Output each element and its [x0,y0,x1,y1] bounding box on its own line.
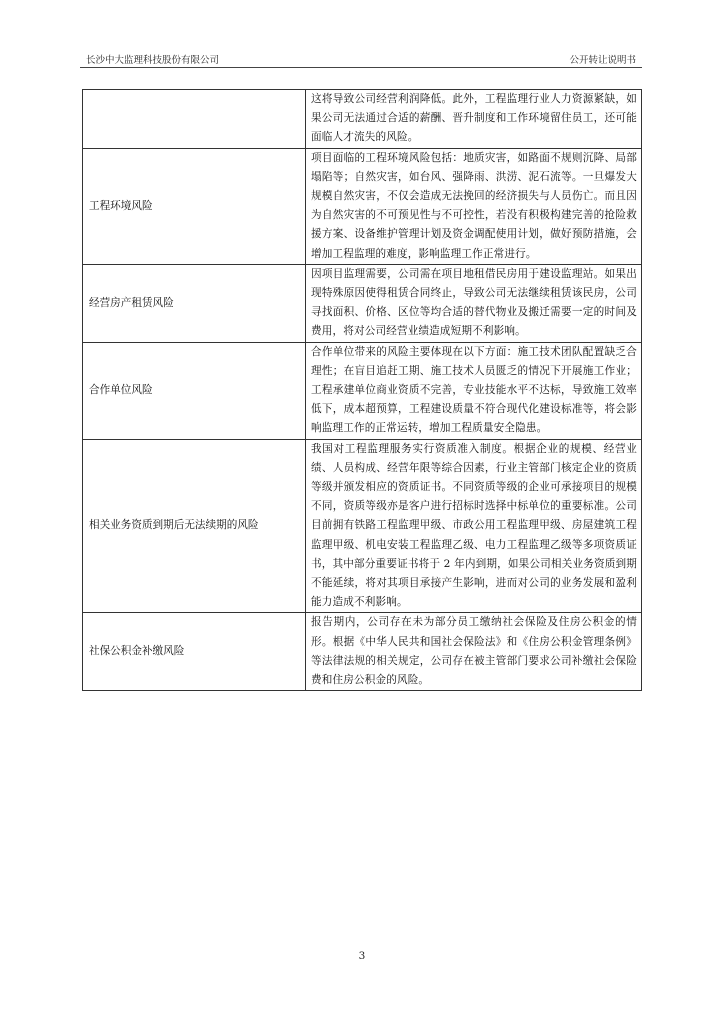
risk-description: 这将导致公司经营利润降低。此外，工程监理行业人力资源紧缺，如果公司无法通过合适的薪酬、晋升制度和工作环境留住员工，还可能面临人才流失的风险。 [306,90,642,149]
risk-name: 合作单位风险 [83,342,306,439]
table-row [83,264,642,342]
risk-table [82,89,642,691]
risk-name: 社保公积金补缴风险 [83,613,306,691]
risk-name: 经营房产租赁风险 [83,264,306,342]
risk-description: 因项目监理需要，公司需在项目地租借民房用于建设监理站。如果出现特殊原因使得租赁合同终止，导致公司无法继续租赁该民房，公司寻找面积、价格、区位等均合适的替代物业及搬迁需要一定的时间及费用，将对公司经营业绩造成短期不利影响。 [306,264,642,342]
risk-description: 合作单位带来的风险主要体现在以下方面：施工技术团队配置缺乏合理性；在盲目追赶工期、施工技术人员匮乏的情况下开展施工作业；工程承建单位商业资质不完善，专业技能水平不达标，导致施工效率低下，成本超预算，工程建设质量不符合现代化建设标准等，将会影响监理工作的正常运转，增加工程质量安全隐患。 [306,342,642,439]
page-number: 3 [358,950,366,962]
risk-name: 相关业务资质到期后无法续期的风险 [83,439,306,613]
page-header [80,52,642,68]
risk-description: 我国对工程监理服务实行资质准入制度。根据企业的规模、经营业绩、人员构成、经营年限等综合因素，行业主管部门核定企业的资质等级并颁发相应的资质证书。不同资质等级的企业可承接项目的规模不同，资质等级亦是客户进行招标时选择中标单位的重要标准。公司目前拥有铁路工程监理甲级、市政公用工程监理甲级、房屋建筑工程监理甲级、机电安装工程监理乙级、电力工程监理乙级等多项资质证书，其中部分重要证书将于 2 年内到期，如果公司相关业务资质到期不能延续，将对其项目承接产生影响，进而对公司的业务发展和盈利能力造成不利影响。 [306,439,642,613]
company-name: 长沙中大监理科技股份有限公司 [86,55,220,66]
risk-description: 报告期内，公司存在未为部分员工缴纳社会保险及住房公积金的情形。根据《中华人民共和国社会保险法》和《住房公积金管理条例》等法律法规的相关规定，公司存在被主管部门要求公司补缴社会保险费和住房公积金的风险。 [306,613,642,691]
table-row [83,148,642,264]
document-title: 公开转让说明书 [569,55,636,66]
table-row [83,613,642,691]
header-divider [80,67,642,68]
risk-name [83,90,306,149]
table-row [83,342,642,439]
risk-name: 工程环境风险 [83,148,306,264]
risk-description: 项目面临的工程环境风险包括：地质灾害，如路面不规则沉降、局部塌陷等；自然灾害，如台风、强降雨、洪涝、泥石流等。一旦爆发大规模自然灾害，不仅会造成无法挽回的经济损失与人员伤亡。而且因为自然灾害的不可预见性与不可控性，若没有积极构建完善的抢险救援方案、设备维护管理计划及资金调配使用计划，做好预防措施，会增加工程监理的难度，影响监理工作正常进行。 [306,148,642,264]
table-row [83,439,642,613]
table-row [83,90,642,149]
